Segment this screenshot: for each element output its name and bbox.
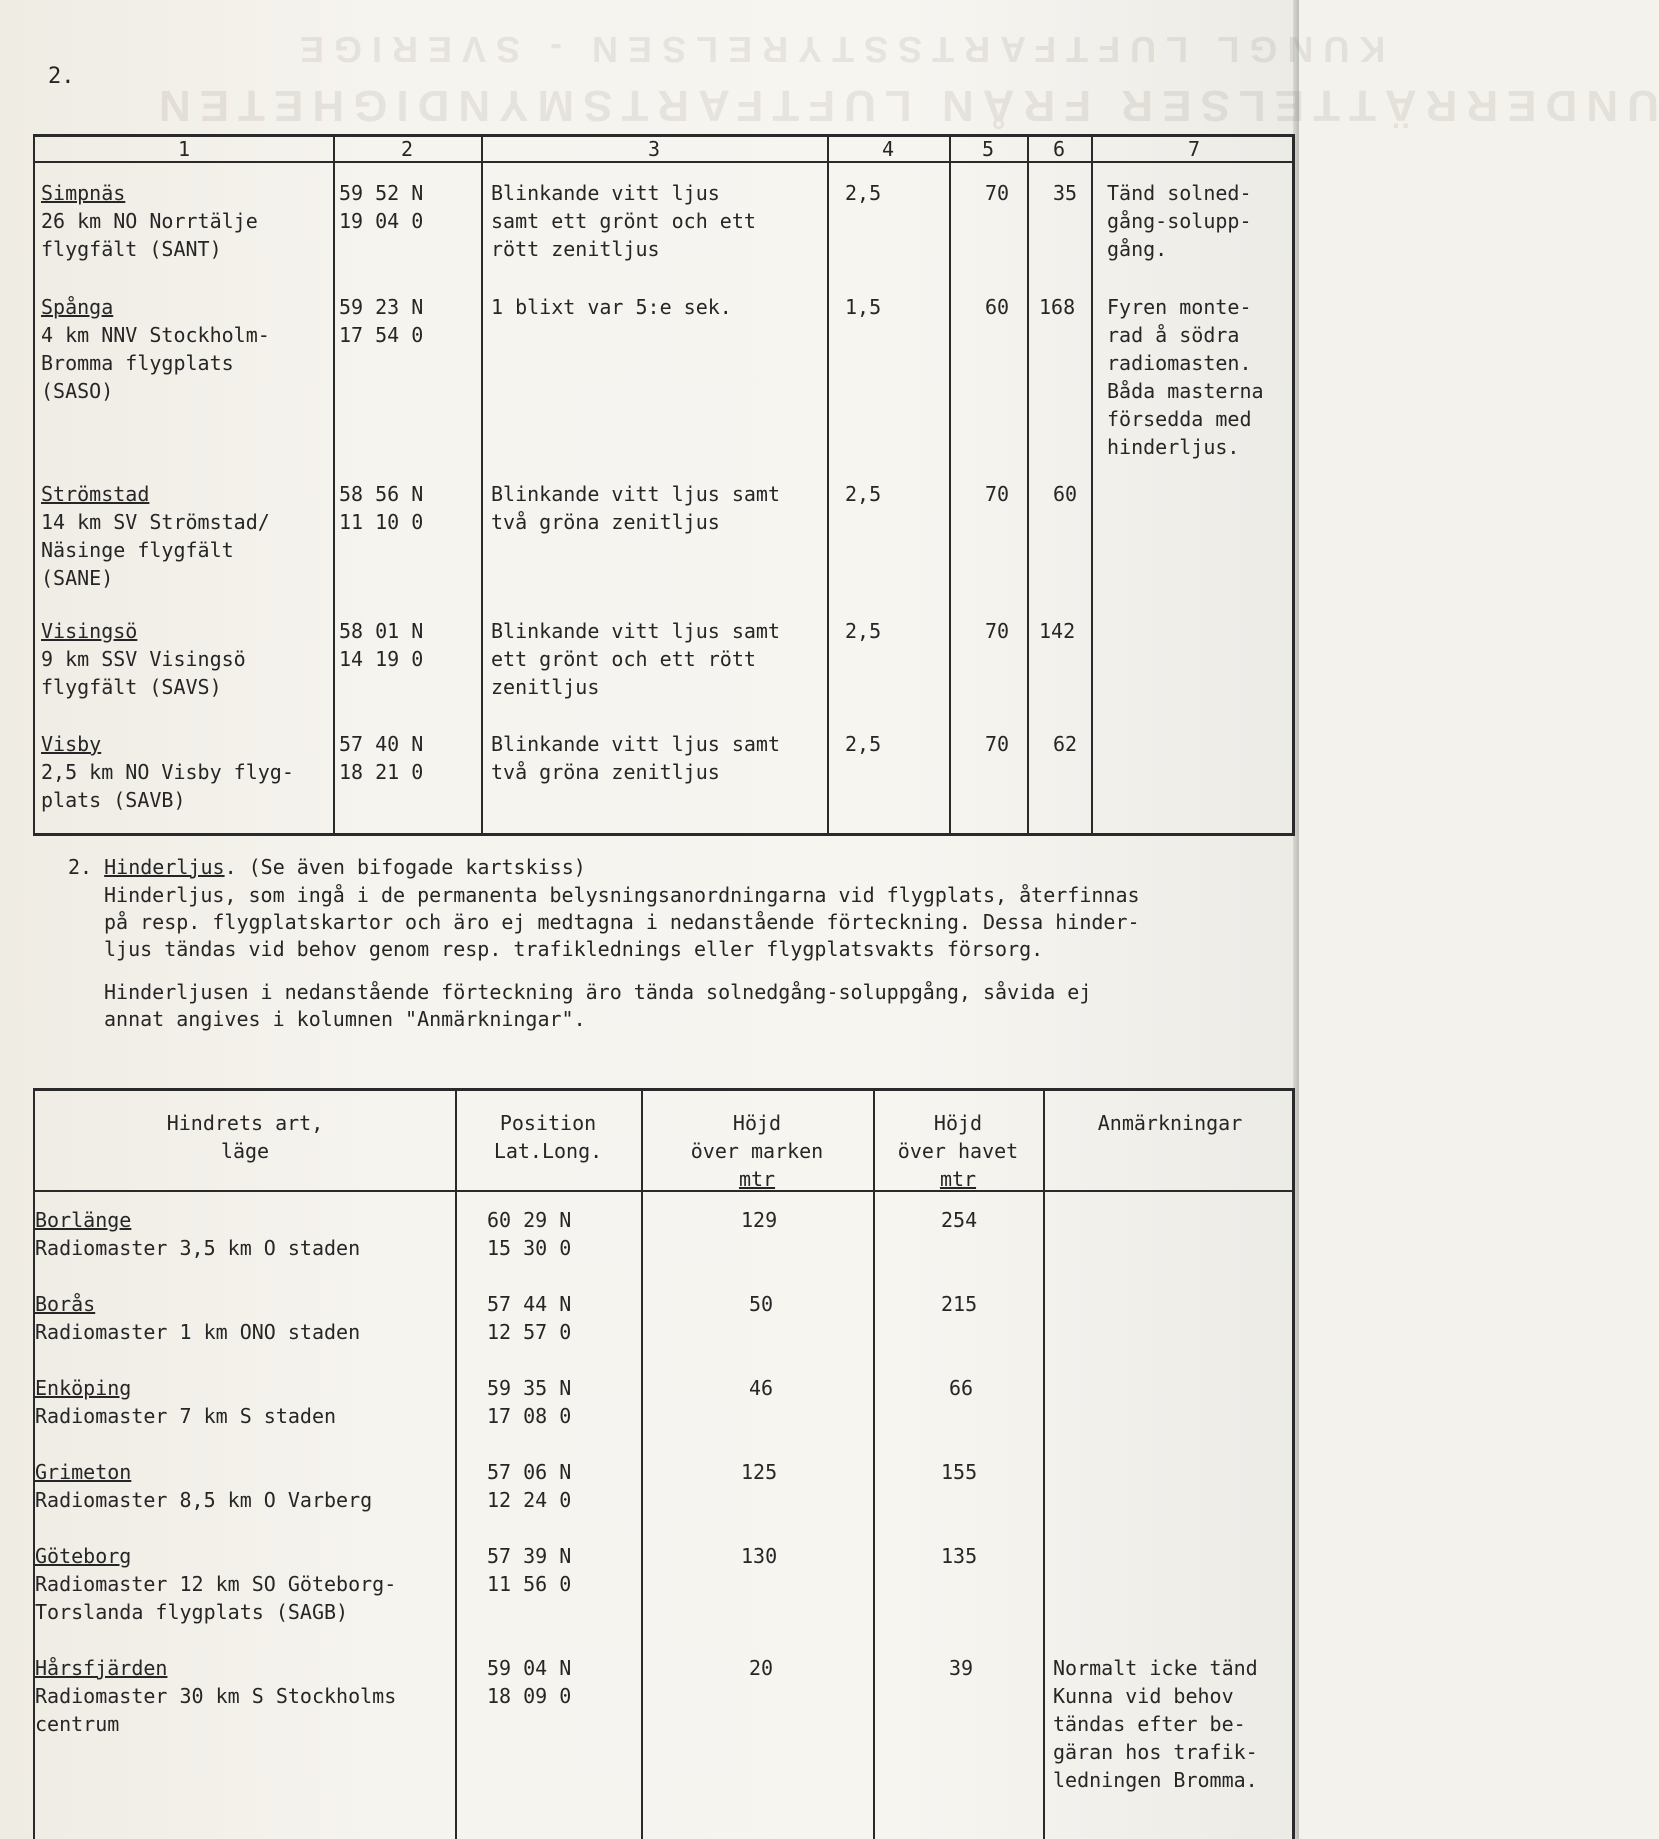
- unit-label: mtr: [738, 1167, 776, 1191]
- beacon-position: 58 56 N 11 10 0: [339, 482, 424, 534]
- paragraph-line: på resp. flygplatskartor och äro ej medtagna i nedanstående förteckning. Dessa hinder-: [104, 910, 1140, 934]
- obstacle-desc: Radiomaster 3,5 km O staden: [35, 1236, 361, 1260]
- height-ground: 46: [749, 1376, 774, 1400]
- section-title: Hinderljus: [104, 855, 225, 879]
- beacon-remark: Fyren monte- rad å södra radiomasten. Båda masterna försedda med hinderljus.: [1107, 295, 1264, 459]
- col-divider: [1043, 1091, 1045, 1839]
- col-header-4: 4: [881, 137, 895, 161]
- height-sea: 215: [941, 1292, 978, 1316]
- obstacle-name: Hårsfjärden: [35, 1656, 168, 1680]
- beacon-col4: 1,5: [845, 295, 882, 319]
- beacon-col5: 70: [985, 181, 1010, 205]
- beacon-col5: 60: [985, 295, 1010, 319]
- beacon-light: 1 blixt var 5:e sek.: [491, 295, 732, 319]
- beacon-light: Blinkande vitt ljus samt ett grönt och ett rött zenitljus: [491, 619, 780, 699]
- col-header-position: Position Lat.Long.: [493, 1111, 603, 1163]
- beacon-remark: Tänd solned- gång-solupp- gång.: [1107, 181, 1252, 261]
- col-header-2: 2: [400, 137, 414, 161]
- obstacle-position: 57 44 N 12 57 0: [487, 1292, 572, 1344]
- obstacle-remark: Normalt icke tänd Kunna vid behov tändas efter be- gäran hos trafik- ledningen Bromma.: [1053, 1656, 1258, 1792]
- col-header-7: 7: [1187, 137, 1201, 161]
- beacon-col6: 168: [1039, 295, 1076, 319]
- section-number: 2.: [68, 855, 93, 879]
- paragraph-line: Hinderljus, som ingå i de permanenta belysningsanordningarna vid flygplats, återfinnas: [104, 883, 1140, 907]
- col-divider: [949, 137, 951, 833]
- section-title-rest: . (Se även bifogade kartskiss): [224, 855, 586, 879]
- obstacle-desc: Radiomaster 1 km ONO staden: [35, 1320, 361, 1344]
- header-text: Höjd över havet: [897, 1111, 1019, 1163]
- beacon-col4: 2,5: [845, 732, 882, 756]
- beacon-name: Visingsö: [41, 619, 138, 643]
- col-header-obstacle: Hindrets art, läge: [166, 1111, 324, 1163]
- height-ground: 50: [749, 1292, 774, 1316]
- col-header-1: 1: [177, 137, 191, 161]
- height-sea: 135: [941, 1544, 978, 1568]
- beacon-location: 9 km SSV Visingsö flygfält (SAVS): [41, 647, 246, 699]
- obstacle-desc: Radiomaster 7 km S staden: [35, 1404, 337, 1428]
- height-sea: 254: [941, 1208, 978, 1232]
- beacon-light: Blinkande vitt ljus samt två gröna zenitljus: [491, 732, 780, 784]
- height-ground: 125: [741, 1460, 778, 1484]
- obstacle-name: Borlänge: [35, 1208, 132, 1232]
- page-number: 2.: [48, 64, 75, 89]
- beacon-col4: 2,5: [845, 181, 882, 205]
- beacon-col6: 62: [1053, 732, 1078, 756]
- obstacle-name: Grimeton: [35, 1460, 132, 1484]
- obstacle-light-table: [33, 1088, 1295, 1839]
- col-divider: [455, 1091, 457, 1839]
- height-ground: 129: [741, 1208, 778, 1232]
- beacon-location: 26 km NO Norrtälje flygfält (SANT): [41, 209, 258, 261]
- obstacle-desc: Radiomaster 8,5 km O Varberg: [35, 1488, 373, 1512]
- obstacle-position: 59 04 N 18 09 0: [487, 1656, 572, 1708]
- height-ground: 130: [741, 1544, 778, 1568]
- beacon-name: Spånga: [41, 295, 114, 319]
- col-divider: [827, 137, 829, 833]
- obstacle-position: 57 39 N 11 56 0: [487, 1544, 572, 1596]
- obstacle-name: Borås: [35, 1292, 96, 1316]
- beacon-col6: 35: [1053, 181, 1078, 205]
- obstacle-position: 60 29 N 15 30 0: [487, 1208, 572, 1260]
- beacon-name: Visby: [41, 732, 102, 756]
- obstacle-name: Göteborg: [35, 1544, 132, 1568]
- height-ground: 20: [749, 1656, 774, 1680]
- obstacle-name: Enköping: [35, 1376, 132, 1400]
- beacon-light: Blinkande vitt ljus samt ett grönt och ett rött zenitljus: [491, 181, 756, 261]
- beacon-col6: 142: [1039, 619, 1076, 643]
- section-heading: [68, 854, 586, 881]
- bleed-through-header-line1: KUNGL LUFTFARTSSTYRELSEN - SVERIGE: [290, 29, 1386, 70]
- beacon-col5: 70: [985, 732, 1010, 756]
- beacon-col6: 60: [1053, 482, 1078, 506]
- col-divider: [1027, 137, 1029, 833]
- obstacle-position: 59 35 N 17 08 0: [487, 1376, 572, 1428]
- paragraph-line: annat angives i kolumnen "Anmärkningar".: [104, 1007, 586, 1031]
- beacon-position: 59 23 N 17 54 0: [339, 295, 424, 347]
- col-divider: [873, 1091, 875, 1839]
- height-sea: 155: [941, 1460, 978, 1484]
- beacon-col5: 70: [985, 482, 1010, 506]
- beacon-col4: 2,5: [845, 482, 882, 506]
- paragraph-line: ljus tändas vid behov genom resp. trafiklednings eller flygplatsvakts försorg.: [104, 937, 1044, 961]
- col-header-5: 5: [981, 137, 995, 161]
- unit-label: mtr: [939, 1167, 977, 1191]
- col-divider: [481, 137, 483, 833]
- beacon-name: Strömstad: [41, 482, 150, 506]
- beacon-position: 57 40 N 18 21 0: [339, 732, 424, 784]
- beacon-location: 4 km NNV Stockholm- Bromma flygplats (SASO): [41, 323, 270, 403]
- height-sea: 39: [949, 1656, 974, 1680]
- beacon-col5: 70: [985, 619, 1010, 643]
- col-header-remarks: Anmärkningar: [1097, 1111, 1243, 1135]
- beacon-col4: 2,5: [845, 619, 882, 643]
- beacon-position: 58 01 N 14 19 0: [339, 619, 424, 671]
- obstacle-desc: Radiomaster 30 km S Stockholms centrum: [35, 1684, 397, 1736]
- obstacle-desc: Radiomaster 12 km SO Göteborg- Torslanda flygplats (SAGB): [35, 1572, 397, 1624]
- header-text: Höjd över marken: [690, 1111, 824, 1163]
- beacon-name: Simpnäs: [41, 181, 126, 205]
- height-sea: 66: [949, 1376, 974, 1400]
- beacon-light: Blinkande vitt ljus samt två gröna zenitljus: [491, 482, 780, 534]
- col-header-3: 3: [647, 137, 661, 161]
- obstacle-position: 57 06 N 12 24 0: [487, 1460, 572, 1512]
- bleed-through-header-line2: UNDERRÄTTELSER FRÅN LUFTFARTSMYNDIGHETEN: [150, 81, 1659, 130]
- paragraph-line: Hinderljusen i nedanstående förteckning äro tända solnedgång-soluppgång, såvida ej: [104, 980, 1092, 1004]
- col-divider: [333, 137, 335, 833]
- beacon-table: [33, 134, 1295, 836]
- beacon-location: 14 km SV Strömstad/ Näsinge flygfält (SANE): [41, 510, 270, 590]
- col-divider: [641, 1091, 643, 1839]
- beacon-position: 59 52 N 19 04 0: [339, 181, 424, 233]
- col-header-6: 6: [1052, 137, 1066, 161]
- beacon-location: 2,5 km NO Visby flyg- plats (SAVB): [41, 760, 294, 812]
- header-divider: [35, 161, 1292, 163]
- col-divider: [1091, 137, 1093, 833]
- col-header-height-ground: [641, 1109, 873, 1193]
- col-header-height-sea: [873, 1109, 1043, 1193]
